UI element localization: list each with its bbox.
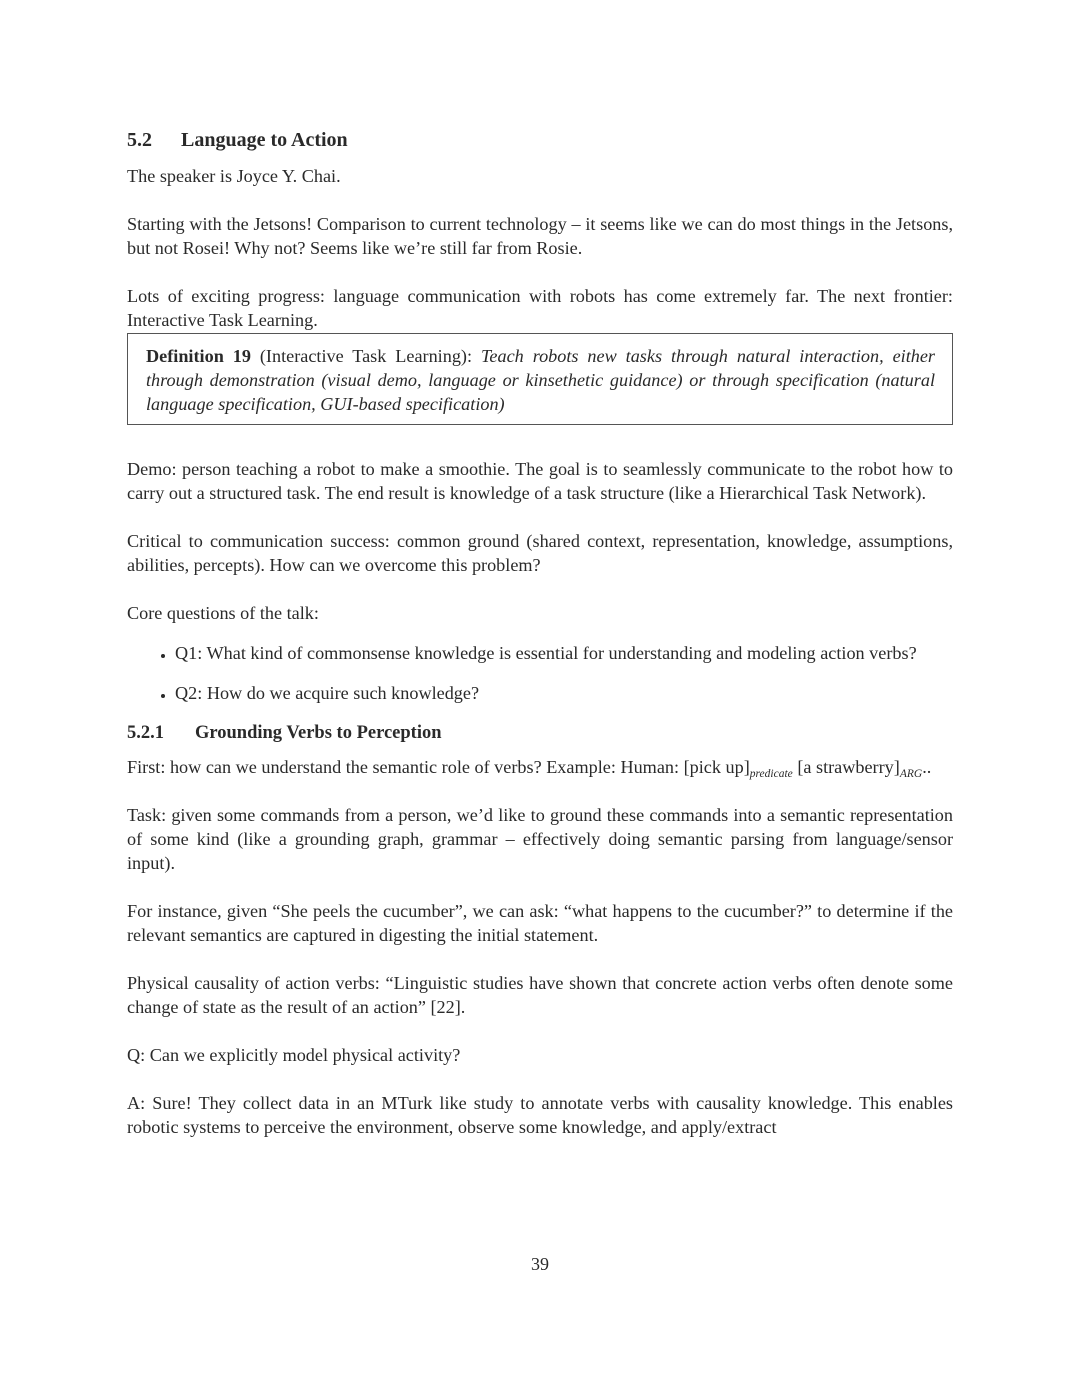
paragraph-speaker: The speaker is Joyce Y. Chai. bbox=[127, 166, 341, 186]
definition-name: (Interactive Task Learning): bbox=[259, 346, 473, 366]
subsection-title: Grounding Verbs to Perception bbox=[195, 723, 442, 743]
paragraph-jetsons: Starting with the Jetsons! Comparison to current technology – it seems like we can do most things in the Jetsons, but not Rosei! Why not? Seems like we’re still far from Rosie. bbox=[127, 214, 953, 258]
paragraph-core-questions: Core questions of the talk: bbox=[127, 603, 319, 623]
paragraph-critical: Critical to communication success: common ground (shared context, representation, knowledge, assumptions, abilities, percepts). How can we overcome this problem? bbox=[127, 531, 953, 575]
paragraph-instance: For instance, given “She peels the cucumber”, we can ask: “what happens to the cucumber?” to determine if the relevant semantics are captured in digesting the initial statement. bbox=[127, 901, 953, 945]
paragraph-first bbox=[127, 755, 953, 779]
definition-box bbox=[127, 333, 953, 425]
section-number: 5.2 bbox=[127, 129, 152, 151]
definition-label: Definition 19 bbox=[146, 346, 251, 366]
definition-body: Teach robots new tasks through natural interaction, either through demonstration (visual demo, language or kinsethetic guidance) or through specification (natural language specification, GUI-based specification) bbox=[146, 346, 936, 414]
paragraph-task: Task: given some commands from a person, we’d like to ground these commands into a semantic representation of some kind (like a grounding graph, grammar – effectively doing semantic parsing from language/sensor input). bbox=[127, 805, 953, 873]
first-text-mid: [a strawberry] bbox=[792, 757, 900, 777]
document-page bbox=[127, 120, 953, 1139]
paragraph-answer: A: Sure! They collect data in an MTurk like study to annotate verbs with causality knowledge. This enables robotic systems to perceive the environment, observe some knowledge, and apply/extract bbox=[127, 1093, 953, 1137]
first-text-end: .. bbox=[922, 757, 932, 777]
paragraph-progress: Lots of exciting progress: language communication with robots has come extremely far. The next frontier: Interactive Task Learning. bbox=[127, 286, 953, 330]
first-text: First: how can we understand the semantic role of verbs? Example: Human: [pick up] bbox=[127, 757, 750, 777]
subsection-heading bbox=[127, 721, 953, 745]
list-item: • Q2: How do we acquire such knowledge? bbox=[175, 681, 953, 705]
paragraph-demo: Demo: person teaching a robot to make a smoothie. The goal is to seamlessly communicate to the robot how to carry out a structured task. The end result is knowledge of a task structure (like a Hierarchical Task Network). bbox=[127, 459, 953, 503]
section-heading bbox=[127, 128, 953, 152]
list-item: • Q1: What kind of commonsense knowledge is essential for understanding and modeling action verbs? bbox=[175, 641, 953, 665]
arg-subscript: ARG bbox=[899, 768, 923, 780]
subsection-number: 5.2.1 bbox=[127, 723, 164, 743]
question-list bbox=[127, 641, 953, 705]
predicate-subscript: predicate bbox=[749, 768, 793, 780]
paragraph-question: Q: Can we explicitly model physical activity? bbox=[127, 1045, 461, 1065]
paragraph-causality: Physical causality of action verbs: “Linguistic studies have shown that concrete action verbs often denote some change of state as the result of an action” [22]. bbox=[127, 973, 953, 1017]
section-title: Language to Action bbox=[181, 129, 348, 151]
page-number: 39 bbox=[531, 1254, 549, 1274]
